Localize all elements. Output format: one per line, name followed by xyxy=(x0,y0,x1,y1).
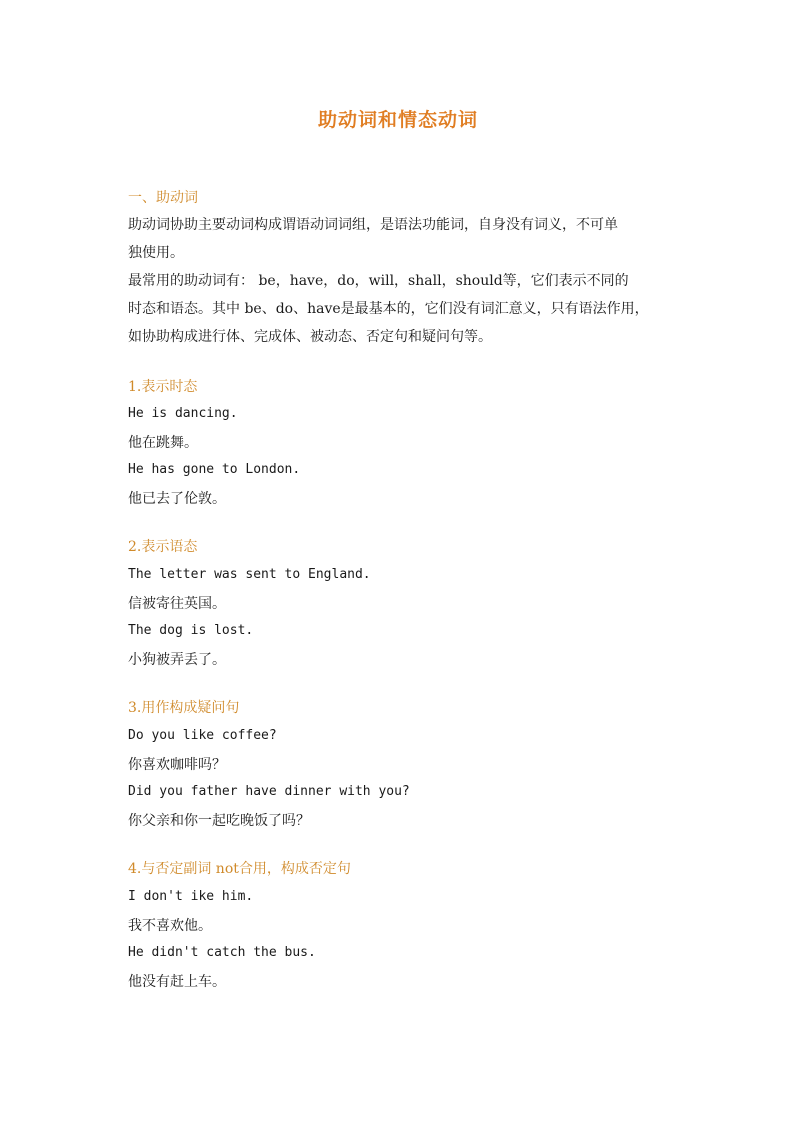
example-chinese: 我不喜欢他。 xyxy=(128,918,212,934)
example-english: He is dancing. xyxy=(128,406,238,421)
paragraph-definition xyxy=(128,211,673,267)
paragraph-line: 最常用的助动词有： be，have，do，will，shall，should等，它们表示不同的 xyxy=(128,273,629,289)
paragraph-line: 独使用。 xyxy=(128,245,184,261)
example-chinese: 小狗被弄丢了。 xyxy=(128,652,226,668)
example-chinese: 你喜欢咖啡吗？ xyxy=(128,757,226,773)
example-english: Did you father have dinner with you? xyxy=(128,784,410,799)
example-english: He didn't catch the bus. xyxy=(128,945,316,960)
example-english: The letter was sent to England. xyxy=(128,567,371,582)
paragraph-line: 助动词协助主要动词构成谓语动词词组，是语法功能词，自身没有词义，不可单 xyxy=(128,217,618,233)
subheading-tense: 1.表示时态 xyxy=(128,379,198,395)
paragraph-common-auxiliaries xyxy=(128,267,673,351)
subheading-questions: 3.用作构成疑问句 xyxy=(128,700,240,716)
example-english: Do you like coffee? xyxy=(128,728,277,743)
example-english: I don't ike him. xyxy=(128,889,254,904)
subheading-voice: 2.表示语态 xyxy=(128,539,198,555)
example-chinese: 你父亲和你一起吃晚饭了吗？ xyxy=(128,813,310,829)
example-chinese: 信被寄往英国。 xyxy=(128,596,226,612)
example-chinese: 他没有赶上车。 xyxy=(128,974,226,990)
example-english: He has gone to London. xyxy=(128,462,301,477)
example-chinese: 他已去了伦敦。 xyxy=(128,491,226,507)
paragraph-line: 时态和语态。其中 be、do、have是最基本的，它们没有词汇意义，只有语法作用， xyxy=(128,301,649,317)
paragraph-line: 如协助构成进行体、完成体、被动态、否定句和疑问句等。 xyxy=(128,329,492,345)
section-heading-auxiliary-verbs: 一、助动词 xyxy=(128,190,198,206)
subheading-negation: 4.与否定副词 not合用，构成否定句 xyxy=(128,861,351,877)
example-chinese: 他在跳舞。 xyxy=(128,435,198,451)
document-title: 助动词和情态动词 xyxy=(317,109,478,131)
example-english: The dog is lost. xyxy=(128,623,254,638)
